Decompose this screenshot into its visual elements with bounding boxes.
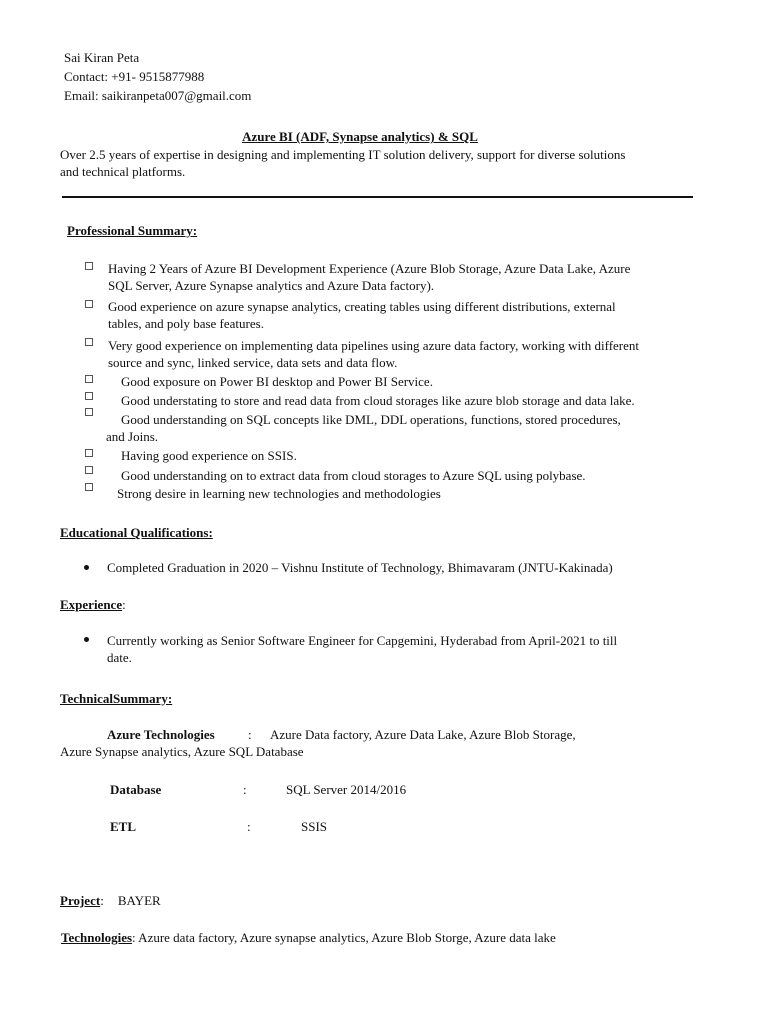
summary-item-2-line-1: Good experience on azure synapse analytics, creating tables using different distributions, external (108, 299, 616, 314)
intro-line-1: Over 2.5 years of expertise in designing and implementing IT solution delivery, support for diverse solutions (60, 147, 626, 162)
tech-row-azure-value-cont: Azure Synapse analytics, Azure SQL Database (60, 744, 304, 759)
tech-row-azure-value: Azure Data factory, Azure Data Lake, Azure Blob Storage, (270, 727, 576, 742)
bullet-icon (84, 637, 89, 642)
tech-row-etl-label: ETL (110, 819, 137, 834)
intro-line-2: and technical platforms. (60, 164, 186, 179)
tech-row-azure-sep: : (248, 727, 252, 742)
summary-item-5: Good understating to store and read data from cloud storages like azure blob storage and data lake. (121, 393, 635, 408)
technical-summary-heading: TechnicalSummary: (60, 691, 173, 706)
contact-email: Email: saikiranpeta007@gmail.com (64, 88, 252, 103)
summary-item-6-line-2: and Joins. (106, 429, 158, 444)
tech-row-etl-sep: : (247, 819, 251, 834)
technologies-label: Technologies (61, 930, 133, 945)
checkbox-icon (85, 449, 93, 457)
tech-row-etl-value: SSIS (301, 819, 328, 834)
professional-summary-heading: Professional Summary: (67, 223, 198, 238)
checkbox-icon (85, 466, 93, 474)
experience-line-2: date. (107, 650, 132, 665)
summary-item-3-line-2: source and sync, linked service, data sets and data flow. (108, 355, 398, 370)
project-value: BAYER (117, 893, 161, 908)
education-item: Completed Graduation in 2020 – Vishnu Institute of Technology, Bhimavaram (JNTU-Kakinada) (107, 560, 613, 575)
summary-item-2-line-2: tables, and poly base features. (108, 316, 264, 331)
checkbox-icon (85, 392, 93, 400)
tech-row-database-value: SQL Server 2014/2016 (286, 782, 407, 797)
summary-item-7: Having good experience on SSIS. (121, 448, 297, 463)
checkbox-icon (85, 483, 93, 491)
summary-item-6-line-1: Good understanding on SQL concepts like DML, DDL operations, functions, stored procedures, (121, 412, 621, 427)
tech-row-database-sep: : (243, 782, 247, 797)
header-divider (62, 196, 693, 198)
education-heading: Educational Qualifications: (60, 525, 213, 540)
summary-item-1-line-2: SQL Server, Azure Synapse analytics and Azure Data factory). (108, 278, 435, 293)
summary-item-9: Strong desire in learning new technologies and methodologies (117, 486, 441, 501)
summary-item-8: Good understanding on to extract data from cloud storages to Azure SQL using polybase. (121, 468, 586, 483)
summary-item-4: Good exposure on Power BI desktop and Power BI Service. (121, 374, 433, 389)
technologies-line (61, 929, 556, 946)
experience-line-1: Currently working as Senior Software Engineer for Capgemini, Hyderabad from April-2021 to till (107, 633, 618, 648)
candidate-name: Sai Kiran Peta (64, 50, 140, 65)
checkbox-icon (85, 375, 93, 383)
experience-heading: Experience: (60, 597, 126, 612)
checkbox-icon (85, 338, 93, 346)
checkbox-icon (85, 300, 93, 308)
project-line: Project: BAYER (60, 893, 161, 908)
checkbox-icon (85, 408, 93, 416)
project-label: Project (60, 893, 101, 908)
tech-row-database-label: Database (110, 782, 162, 797)
technologies-value: : Azure data factory, Azure synapse analytics, Azure Blob Storge, Azure data lake (132, 930, 556, 945)
contact-phone: Contact: +91- 9515877988 (64, 69, 205, 84)
resume-title: Azure BI (ADF, Synapse analytics) & SQL (242, 129, 478, 144)
checkbox-icon (85, 262, 93, 270)
summary-item-3-line-1: Very good experience on implementing data pipelines using azure data factory, working with different (108, 338, 640, 353)
tech-row-azure-label: Azure Technologies (107, 727, 215, 742)
bullet-icon (84, 565, 89, 570)
summary-item-1-line-1: Having 2 Years of Azure BI Development Experience (Azure Blob Storage, Azure Data Lake, Azure (108, 261, 631, 276)
